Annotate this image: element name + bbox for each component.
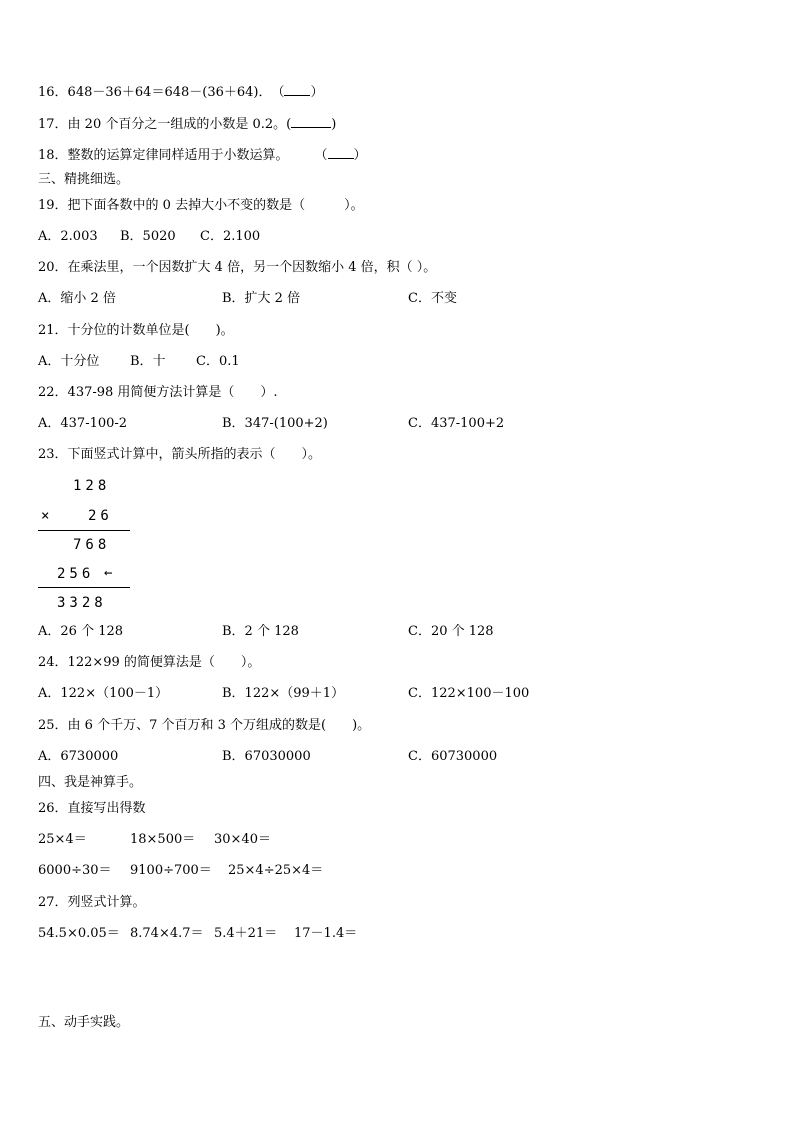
q22-option-c[interactable]: C．437-100+2 [408, 416, 505, 431]
q24-option-a[interactable]: A．122×（100－1） [38, 686, 169, 701]
vertical-row-product: 3328 [57, 595, 107, 611]
question-27-stem: 27．列竖式计算。 [38, 895, 146, 910]
bracket-close: ） [353, 148, 367, 163]
answer-blank[interactable] [284, 83, 310, 96]
question-26-stem: 26．直接写出得数 [38, 801, 146, 816]
q24-option-c[interactable]: C．122×100－100 [408, 686, 530, 701]
calc-item: 9100÷700＝ [130, 863, 212, 878]
section-5-heading: 五、动手实践。 [38, 1015, 130, 1030]
bracket-close: ） [310, 85, 324, 100]
question-24-stem: 24．122×99 的简便算法是（ ）。 [38, 655, 261, 670]
calc-item: 30×40＝ [214, 832, 271, 847]
q21-option-a[interactable]: A．十分位 [38, 354, 100, 369]
section-4-heading: 四、我是神算手。 [38, 775, 143, 790]
q23-option-b[interactable]: B．2 个 128 [222, 624, 299, 639]
multiply-sign: × [41, 508, 54, 524]
calc-item: 17－1.4＝ [294, 926, 358, 941]
arrow-left-icon: ← [104, 565, 117, 581]
q23-option-c[interactable]: C．20 个 128 [408, 624, 494, 639]
question-23-stem: 23．下面竖式计算中，箭头所指的表示（ ）。 [38, 447, 322, 462]
q25-option-c[interactable]: C．60730000 [408, 749, 498, 764]
q24-option-b[interactable]: B．122×（99＋1） [222, 686, 345, 701]
calc-item: 8.74×4.7＝ [130, 926, 204, 941]
q22-option-b[interactable]: B．347-(100+2) [222, 416, 328, 431]
bracket-close: ) [331, 117, 337, 132]
question-20-stem: 20．在乘法里，一个因数扩大 4 倍，另一个因数缩小 4 倍，积（ ）。 [38, 260, 437, 275]
question-18 [38, 146, 367, 164]
q19-option-a[interactable]: A．2.003 [38, 229, 98, 244]
q25-option-a[interactable]: A．6730000 [38, 749, 119, 764]
calc-item: 5.4＋21＝ [214, 926, 278, 941]
q20-option-a[interactable]: A．缩小 2 倍 [38, 291, 116, 306]
question-16 [38, 83, 324, 101]
calc-item: 18×500＝ [130, 832, 196, 847]
calc-item: 25×4＝ [38, 832, 87, 847]
question-16-text: 16．648－36＋64＝648－(36＋64)． （ [38, 85, 285, 100]
question-17-text: 17．由 20 个百分之一组成的小数是 0.2。( [38, 117, 292, 132]
q19-option-b[interactable]: B．5020 [120, 229, 176, 244]
calc-item: 25×4÷25×4＝ [228, 863, 324, 878]
q25-option-b[interactable]: B．67030000 [222, 749, 311, 764]
answer-blank[interactable] [328, 146, 354, 159]
q23-option-a[interactable]: A．26 个 128 [38, 624, 124, 639]
q20-option-c[interactable]: C．不变 [408, 291, 457, 306]
question-19-stem: 19．把下面各数中的 0 去掉大小不变的数是（ ）。 [38, 198, 364, 213]
vertical-row-multiplier: 26 [88, 508, 113, 524]
calc-item: 54.5×0.05＝ [38, 926, 120, 941]
question-25-stem: 25．由 6 个千万、7 个百万和 3 个万组成的数是( )。 [38, 718, 371, 733]
answer-blank[interactable] [291, 115, 331, 128]
vertical-rule [38, 530, 130, 531]
q21-option-c[interactable]: C．0.1 [196, 354, 240, 369]
q21-option-b[interactable]: B．十 [130, 354, 166, 369]
calc-item: 6000÷30＝ [38, 863, 112, 878]
q22-option-a[interactable]: A．437-100-2 [38, 416, 128, 431]
q19-option-c[interactable]: C．2.100 [200, 229, 261, 244]
question-18-text: 18．整数的运算定律同样适用于小数运算。 （ [38, 148, 328, 163]
q20-option-b[interactable]: B．扩大 2 倍 [222, 291, 301, 306]
vertical-row-partial-1: 768 [73, 537, 111, 553]
vertical-row-partial-2: 256 [57, 566, 95, 582]
question-17 [38, 115, 336, 133]
section-3-heading: 三、精挑细选。 [38, 172, 130, 187]
question-21-stem: 21．十分位的计数单位是( )。 [38, 323, 234, 338]
vertical-row-multiplicand: 128 [73, 478, 111, 494]
vertical-rule [38, 587, 130, 588]
question-22-stem: 22．437-98 用简便方法计算是（ ）. [38, 385, 278, 400]
